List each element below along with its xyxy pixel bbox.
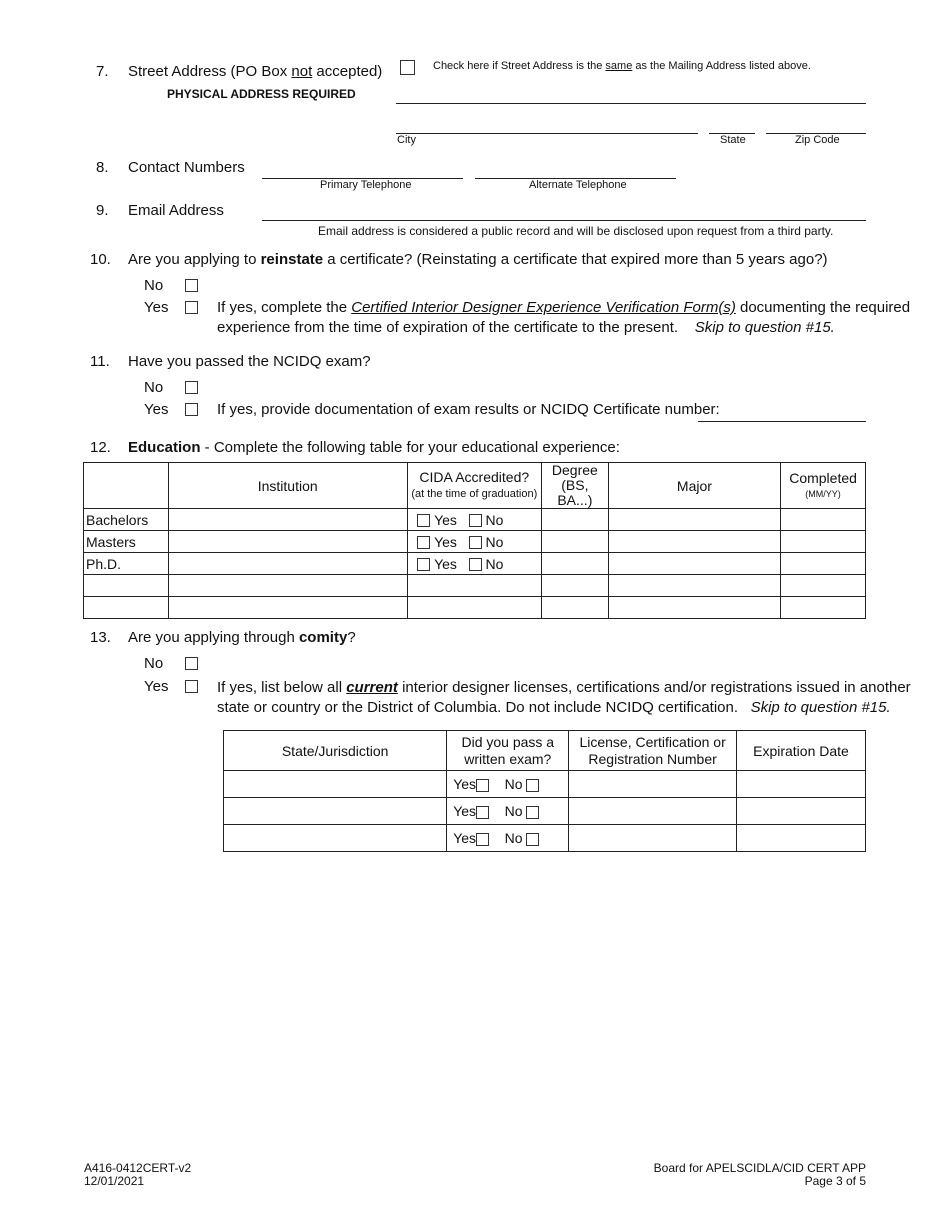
cida-no-label: No — [485, 555, 504, 572]
zip-label: Zip Code — [795, 134, 840, 146]
comity-row — [224, 798, 866, 825]
q9-label: Email Address — [128, 202, 224, 219]
exam-cell — [447, 798, 569, 825]
header-cida-label: CIDA Accredited? — [419, 468, 530, 485]
q13-yes-text — [217, 679, 911, 696]
completed-cell[interactable] — [781, 553, 866, 575]
header-license-line2: Registration Number — [588, 750, 717, 767]
q7-label-post: accepted) — [312, 63, 383, 80]
q8-label: Contact Numbers — [128, 159, 245, 176]
header-degree — [541, 463, 608, 509]
institution-cell[interactable] — [168, 575, 407, 597]
license-cell[interactable] — [569, 798, 737, 825]
header-completed-label: Completed — [789, 469, 857, 486]
q10-yes-pre: If yes, complete the — [217, 299, 352, 316]
cida-cell[interactable] — [407, 597, 541, 619]
q7-number: 7. — [96, 63, 109, 80]
completed-cell[interactable] — [781, 509, 866, 531]
q10-question-pre: Are you applying to — [128, 251, 261, 268]
q12-label — [128, 439, 620, 456]
education-header-row — [84, 463, 866, 509]
footer-form-id: A416-0412CERT-v2 — [84, 1161, 192, 1175]
q7-label-pre: Street Address (PO Box — [128, 63, 292, 80]
degree-cell[interactable] — [541, 553, 608, 575]
q11-yes-text: If yes, provide documentation of exam results or NCIDQ Certificate number: — [217, 401, 720, 418]
cida-cell — [407, 553, 541, 575]
same-address-post: as the Mailing Address listed above. — [632, 60, 811, 72]
degree-cell[interactable] — [541, 575, 608, 597]
q13-skip: Skip to question #15. — [750, 699, 891, 716]
q13-number: 13. — [90, 629, 111, 646]
education-table — [83, 462, 866, 619]
exam-yes-label: Yes — [453, 776, 477, 792]
cida-yes-label: Yes — [434, 533, 457, 550]
exam-no-label: No — [504, 830, 523, 846]
state-cell[interactable] — [224, 771, 447, 798]
q11-yes-label: Yes — [144, 401, 169, 418]
major-cell[interactable] — [608, 575, 780, 597]
email-line[interactable] — [262, 220, 866, 221]
header-exam-line2: written exam? — [464, 750, 552, 767]
q10-no-label: No — [144, 277, 164, 294]
completed-cell[interactable] — [781, 531, 866, 553]
header-exam-line1: Did you pass a — [461, 733, 555, 750]
q11-number: 11. — [90, 353, 110, 370]
q10-yes-checkbox[interactable] — [185, 301, 198, 314]
footer-date: 12/01/2021 — [84, 1174, 145, 1188]
degree-cell[interactable] — [541, 531, 608, 553]
header-license-line1: License, Certification or — [579, 733, 726, 750]
comity-header-row — [224, 731, 866, 771]
q10-yes-line2 — [217, 319, 835, 336]
header-institution: Institution — [168, 463, 407, 509]
exam-no-label: No — [504, 803, 523, 819]
q13-question-pre: Are you applying through — [128, 629, 299, 646]
q13-yes-label: Yes — [144, 678, 169, 695]
exam-yes-checkbox[interactable] — [476, 806, 489, 819]
q13-question-bold: comity — [298, 629, 348, 646]
state-label: State — [720, 134, 746, 146]
q13-question — [128, 629, 356, 646]
cida-yes-checkbox[interactable] — [417, 514, 430, 527]
city-label: City — [397, 134, 416, 146]
header-exam — [447, 731, 569, 771]
row-label: Ph.D. — [84, 553, 169, 575]
q11-yes-checkbox[interactable] — [185, 403, 198, 416]
header-expiration: Expiration Date — [736, 731, 865, 771]
q13-yes-line2-text: state or country or the District of Columbia. Do not include NCIDQ certification. — [217, 699, 739, 716]
street-address-line[interactable] — [396, 103, 866, 104]
q12-label-rest: - Complete the following table for your educational experience: — [200, 439, 620, 456]
cida-yes-label: Yes — [434, 511, 457, 528]
footer-board: Board for APELSCIDLA/CID CERT APP — [653, 1161, 866, 1175]
cida-cell — [407, 531, 541, 553]
cida-no-checkbox[interactable] — [469, 558, 482, 571]
q10-number: 10. — [90, 251, 111, 268]
q10-yes-line2-text: experience from the time of expiration of the certificate to the present. — [217, 319, 679, 336]
cida-no-checkbox[interactable] — [469, 514, 482, 527]
cida-no-checkbox[interactable] — [469, 536, 482, 549]
completed-cell[interactable] — [781, 575, 866, 597]
comity-row — [224, 771, 866, 798]
institution-cell[interactable] — [168, 531, 407, 553]
cida-cell[interactable] — [407, 575, 541, 597]
q10-yes-post: documenting the required — [735, 299, 911, 316]
q10-question-bold: reinstate — [260, 251, 324, 268]
same-address-label — [433, 60, 811, 72]
cida-yes-checkbox[interactable] — [417, 558, 430, 571]
q13-yes-post: interior designer licenses, certifications and/or registrations issued in another — [397, 679, 911, 696]
license-cell[interactable] — [569, 771, 737, 798]
q10-skip: Skip to question #15. — [694, 319, 835, 336]
education-row — [84, 575, 866, 597]
exam-yes-label: Yes — [453, 803, 477, 819]
major-cell[interactable] — [608, 553, 780, 575]
q10-question-post: a certificate? (Reinstating a certificate that expired more than 5 years ago?) — [323, 251, 828, 268]
header-state: State/Jurisdiction — [224, 731, 447, 771]
city-line[interactable] — [396, 133, 698, 134]
header-license — [569, 731, 737, 771]
major-cell[interactable] — [608, 509, 780, 531]
education-row — [84, 531, 866, 553]
email-note: Email address is considered a public record and will be disclosed upon request from a third party. — [318, 224, 834, 238]
expiration-cell[interactable] — [736, 771, 865, 798]
same-address-pre: Check here if Street Address is the — [433, 60, 606, 72]
exam-no-checkbox[interactable] — [526, 779, 539, 792]
q10-no-checkbox[interactable] — [185, 279, 198, 292]
q7-label-not: not — [291, 63, 313, 80]
major-cell[interactable] — [608, 531, 780, 553]
q13-no-label: No — [144, 655, 164, 672]
degree-cell[interactable] — [541, 597, 608, 619]
q9-number: 9. — [96, 202, 109, 219]
footer-page: Page 3 of 5 — [804, 1174, 866, 1188]
q11-question: Have you passed the NCIDQ exam? — [128, 353, 371, 370]
q13-question-post: ? — [347, 629, 356, 646]
same-address-word: same — [605, 60, 633, 72]
header-completed — [781, 463, 866, 509]
q7-required: PHYSICAL ADDRESS REQUIRED — [167, 87, 356, 101]
cida-no-label: No — [485, 511, 504, 528]
header-completed-sub: (MM/YY) — [805, 488, 841, 499]
education-header-blank — [84, 463, 169, 509]
q10-yes-label: Yes — [144, 299, 169, 316]
q8-number: 8. — [96, 159, 109, 176]
state-cell[interactable] — [224, 798, 447, 825]
exam-yes-label: Yes — [453, 830, 477, 846]
q12-label-bold: Education — [128, 439, 201, 456]
exam-yes-checkbox[interactable] — [476, 779, 489, 792]
same-address-checkbox[interactable] — [400, 60, 415, 75]
exam-yes-checkbox[interactable] — [476, 833, 489, 846]
expiration-cell[interactable] — [736, 798, 865, 825]
q11-no-label: No — [144, 379, 164, 396]
header-cida — [407, 463, 541, 509]
q10-yes-text — [217, 299, 910, 316]
q13-yes-checkbox[interactable] — [185, 680, 198, 693]
ncidq-number-line[interactable] — [698, 421, 866, 422]
comity-table — [223, 730, 866, 852]
exam-cell — [447, 825, 569, 852]
q11-no-checkbox[interactable] — [185, 381, 198, 394]
education-row — [84, 597, 866, 619]
cida-yes-label: Yes — [434, 555, 457, 572]
row-label[interactable] — [84, 575, 169, 597]
completed-cell[interactable] — [781, 597, 866, 619]
state-cell[interactable] — [224, 825, 447, 852]
q13-no-checkbox[interactable] — [185, 657, 198, 670]
cida-cell — [407, 509, 541, 531]
alternate-phone-label: Alternate Telephone — [529, 179, 627, 191]
q10-yes-form: Certified Interior Designer Experience Verification Form(s) — [351, 299, 736, 316]
footer-left — [84, 1162, 191, 1188]
exam-no-checkbox[interactable] — [526, 806, 539, 819]
cida-no-label: No — [485, 533, 504, 550]
q13-yes-line2 — [217, 699, 891, 716]
exam-cell — [447, 771, 569, 798]
education-row — [84, 553, 866, 575]
degree-cell[interactable] — [541, 509, 608, 531]
license-cell[interactable] — [569, 825, 737, 852]
row-label: Masters — [84, 531, 169, 553]
q13-yes-pre: If yes, list below all — [217, 679, 347, 696]
header-cida-sub: (at the time of graduation) — [411, 487, 538, 500]
expiration-cell[interactable] — [736, 825, 865, 852]
exam-no-label: No — [504, 776, 523, 792]
row-label[interactable] — [84, 597, 169, 619]
cida-yes-checkbox[interactable] — [417, 536, 430, 549]
institution-cell[interactable] — [168, 509, 407, 531]
q12-number: 12. — [90, 439, 111, 456]
header-degree-sub: (BS, BA...) — [557, 477, 593, 508]
major-cell[interactable] — [608, 597, 780, 619]
q7-label — [128, 63, 382, 80]
header-degree-label: Degree — [551, 462, 598, 478]
q10-question — [128, 251, 828, 268]
header-major: Major — [608, 463, 780, 509]
education-row — [84, 509, 866, 531]
footer-right — [654, 1162, 866, 1188]
row-label: Bachelors — [84, 509, 169, 531]
primary-phone-label: Primary Telephone — [320, 179, 412, 191]
exam-no-checkbox[interactable] — [526, 833, 539, 846]
institution-cell[interactable] — [168, 553, 407, 575]
q13-yes-current: current — [346, 679, 398, 696]
comity-row — [224, 825, 866, 852]
institution-cell[interactable] — [168, 597, 407, 619]
